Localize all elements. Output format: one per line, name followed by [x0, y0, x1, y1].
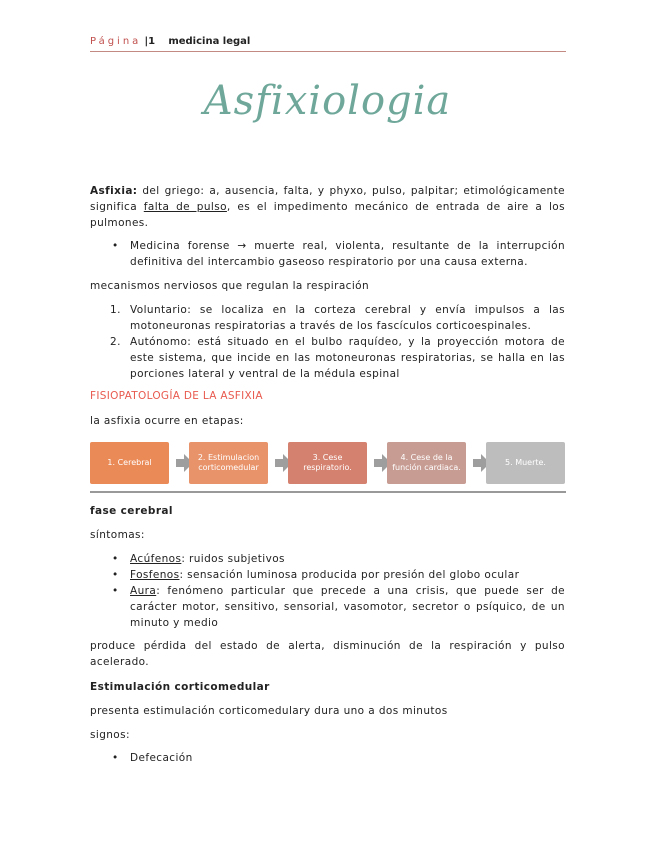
page-header [90, 36, 565, 47]
symptom-term: Acúfenos [130, 553, 182, 565]
phase1-heading: fase cerebral [90, 505, 173, 517]
intro-term: Asfixia: [90, 185, 138, 197]
document-title: medicina legal [168, 36, 251, 47]
intro-underlined: falta de pulso [143, 201, 227, 213]
symptoms-list [90, 551, 565, 631]
arrow-right-icon [176, 459, 184, 467]
arrow-right-icon [374, 459, 382, 467]
symptom-term: Fosfenos [130, 569, 180, 581]
stage-box-1: 1. Cerebral [90, 442, 169, 484]
page-word: Página [90, 36, 142, 47]
header-rule [90, 51, 566, 52]
list-number: 2. [110, 336, 121, 348]
bullet-icon: • [112, 585, 119, 597]
list-item [90, 334, 565, 382]
list-number: 1. [110, 304, 121, 316]
phase1-sub: síntomas: [90, 529, 145, 541]
page-title: Asfixiologia [203, 78, 452, 124]
intro-paragraph [90, 183, 565, 231]
divider [90, 491, 566, 493]
list-item-text: Autónomo: está situado en el bulbo raquídeo, y la proyección motora de este sistema, que incide en las motoneuronas respiratorias, se halla en las porciones lateral y ventral de la médula espinal [130, 336, 565, 380]
stages-intro: la asfixia ocurre en etapas: [90, 415, 244, 427]
phase1-after: produce pérdida del estado de alerta, disminución de la respiración y pulso acelerado. [90, 640, 565, 668]
intro-text-2: , es el impedimento mecánico de entrada de aire a los pulmones. [90, 201, 565, 229]
phase2-text: presenta estimulación corticomedulary dura uno a dos minutos [90, 705, 448, 717]
stage-box-3: 3. Cese respiratorio. [288, 442, 367, 484]
list-item [90, 238, 565, 270]
arrow-right-icon [473, 459, 481, 467]
list-item-text: Defecación [130, 752, 193, 764]
page-number: 1 [148, 36, 156, 47]
mech-list [90, 302, 565, 382]
symptom-term: Aura [130, 585, 157, 597]
list-item [90, 583, 565, 631]
intro-bullet-list [90, 238, 565, 270]
symptom-text: : sensación luminosa producida por presión del globo ocular [179, 569, 520, 581]
mech-heading: mecanismos nerviosos que regulan la respiración [90, 280, 370, 292]
intro-text-1: del griego: a, ausencia, falta, y phyxo, pulso, palpitar; etimológicamente significa [90, 185, 565, 213]
bullet-icon: • [112, 569, 119, 581]
bullet-icon: • [112, 752, 119, 764]
phase2-heading: Estimulación corticomedular [90, 681, 270, 693]
list-item [90, 302, 565, 334]
header-separator: | [144, 36, 149, 47]
bullet-icon: • [112, 240, 119, 252]
signs-list [90, 750, 565, 766]
bullet-icon: • [112, 553, 119, 565]
symptom-text: : ruidos subjetivos [181, 553, 285, 565]
list-item [90, 567, 565, 583]
stages-flow-diagram [90, 442, 565, 484]
stage-box-4: 4. Cese de la función cardiaca. [387, 442, 466, 484]
list-item-text: Medicina forense → muerte real, violenta, resultante de la interrupción definitiva del intercambio gaseoso respiratorio por una causa externa. [130, 240, 565, 268]
section-title: FISIOPATOLOGÍA DE LA ASFIXIA [90, 390, 263, 402]
list-item [90, 750, 565, 766]
list-item [90, 551, 565, 567]
list-item-text: Voluntario: se localiza en la corteza cerebral y envía impulsos a las motoneuronas respiratorias a través de los fascículos corticoespinales. [130, 304, 565, 332]
phase2-sub: signos: [90, 729, 130, 741]
symptom-text: : fenómeno particular que precede a una crisis, que puede ser de carácter motor, sensitivo, sensorial, vasomotor, secretor o psíquico, de un minuto y medio [130, 585, 565, 629]
stage-box-2: 2. Estimulacion corticomedular [189, 442, 268, 484]
stage-box-5: 5. Muerte. [486, 442, 565, 484]
arrow-right-icon [275, 459, 283, 467]
